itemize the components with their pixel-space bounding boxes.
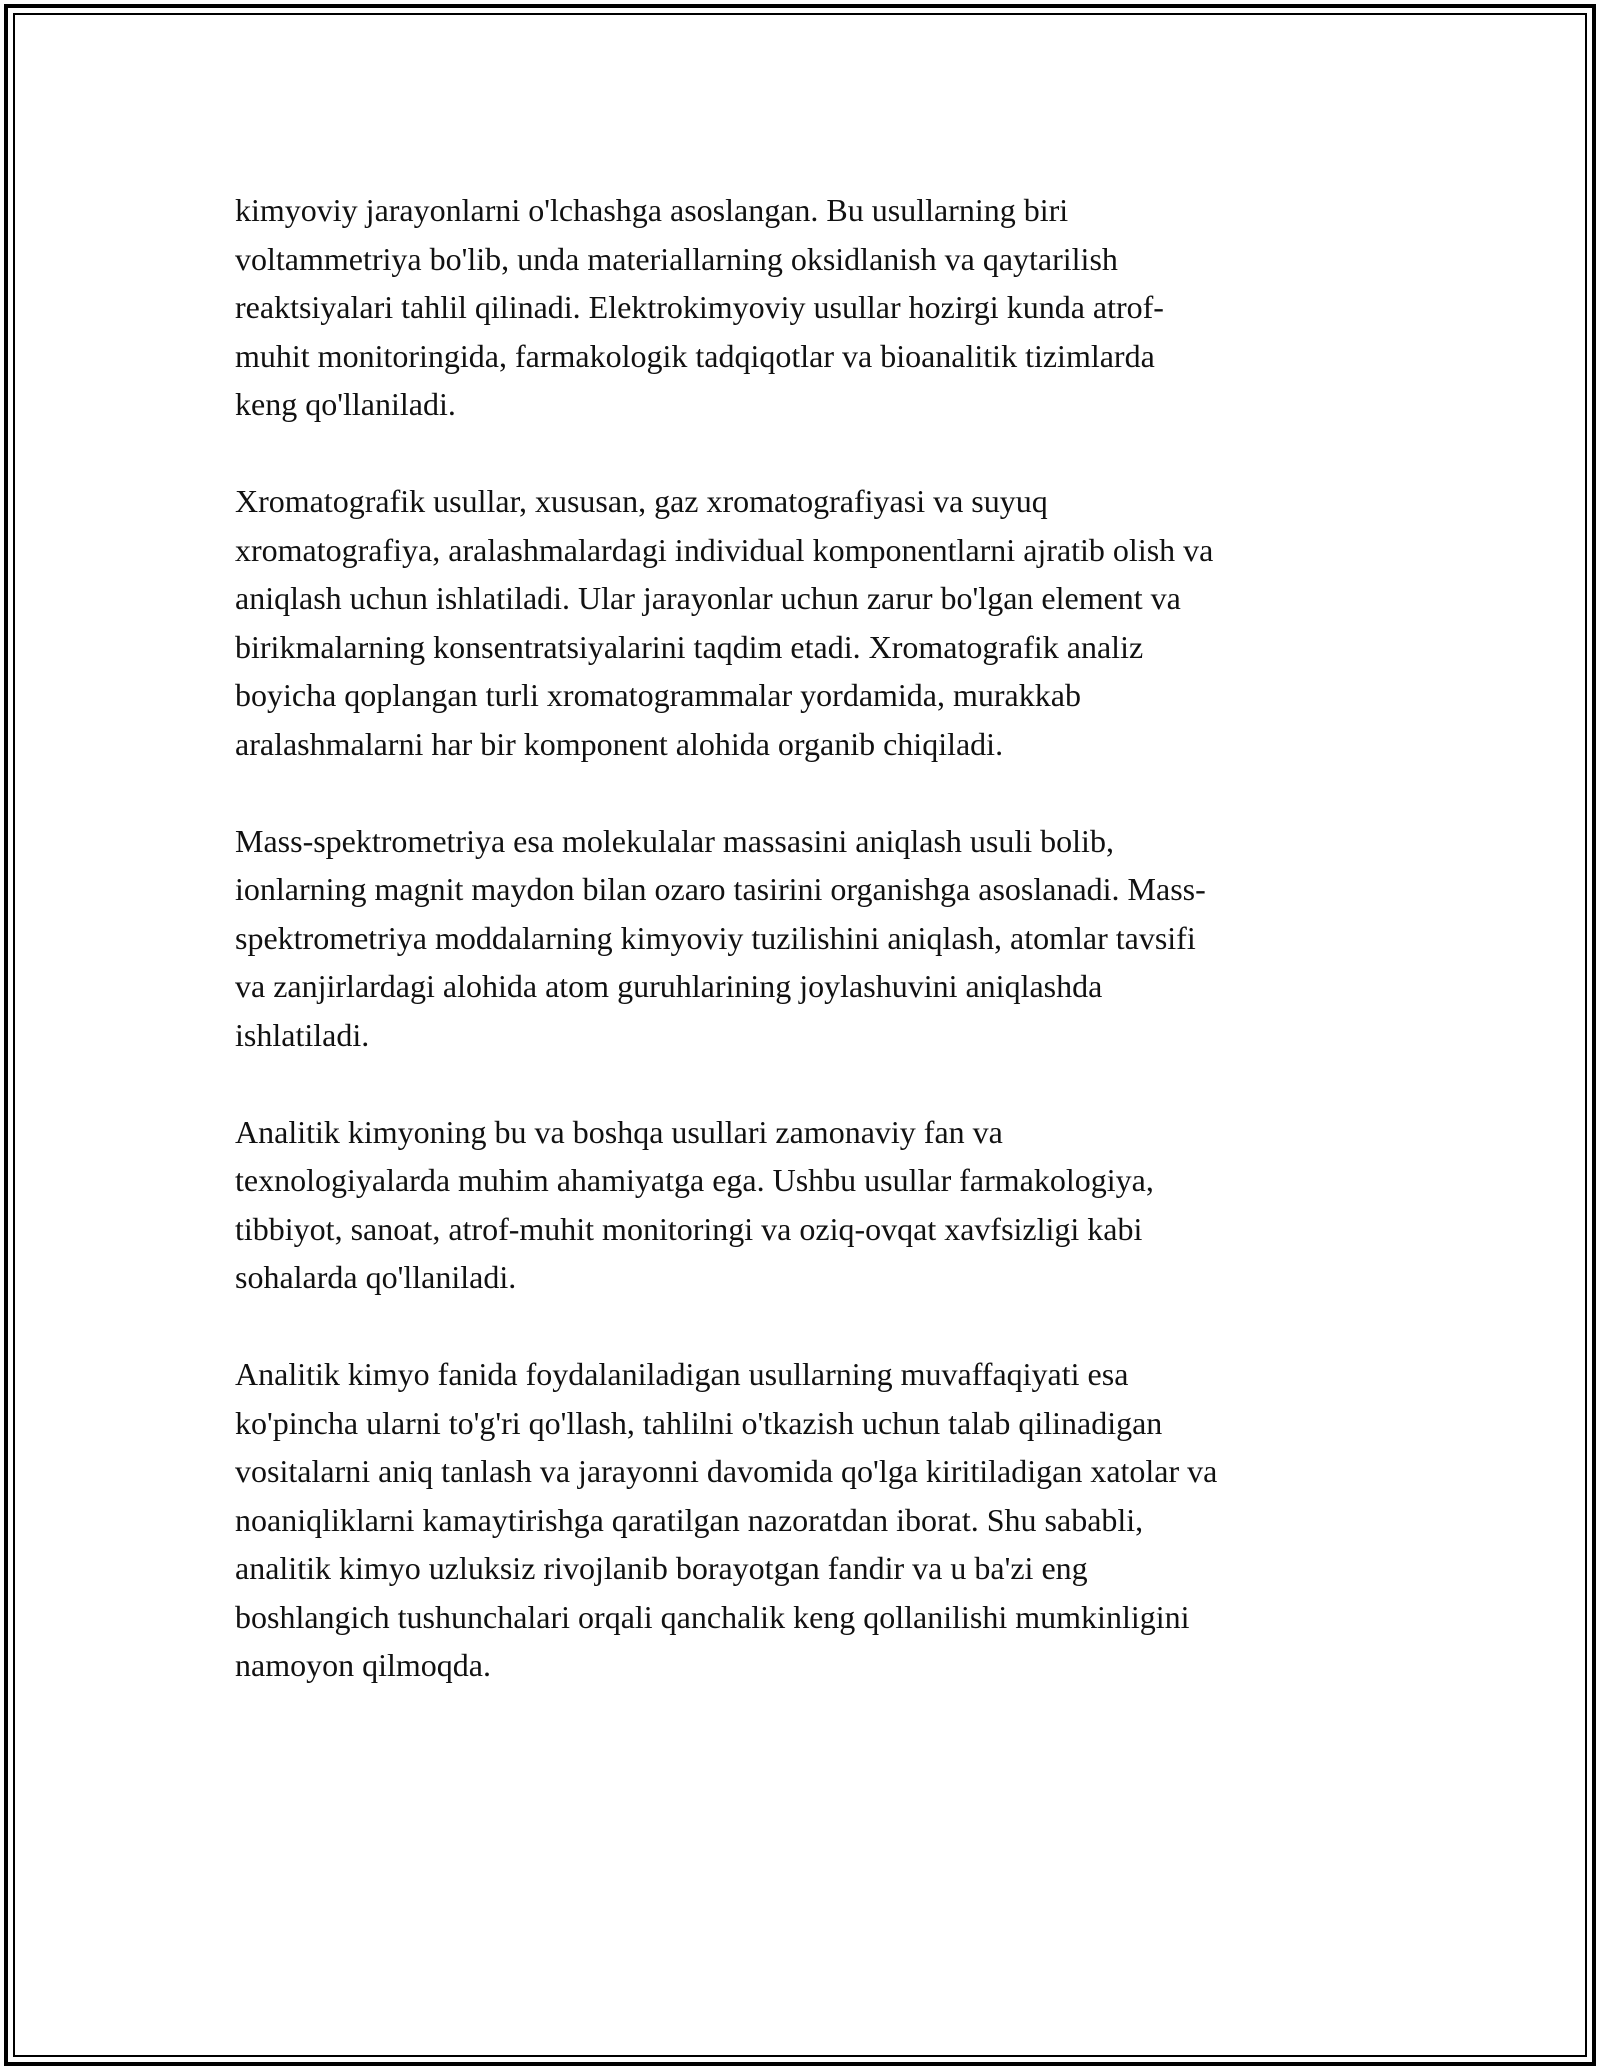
- text-line: ionlarning magnit maydon bilan ozaro tasirini organishga asoslanadi. Mass-: [235, 871, 1206, 907]
- text-line: muhit monitoringida, farmakologik tadqiqotlar va bioanalitik tizimlarda: [235, 337, 1155, 374]
- text-line: boyicha qoplangan turli xromatogrammalar yordamida, murakkab: [235, 677, 1081, 713]
- paragraph-chromatography: [235, 477, 1365, 768]
- text-line: keng qo'llaniladi.: [235, 386, 456, 422]
- text-line: spektrometriya moddalarning kimyoviy tuzilishini aniqlash, atomlar tavsifi: [235, 919, 1196, 956]
- text-line: noaniqliklarni kamaytirishga qaratilgan nazoratdan iborat. Shu sababli,: [235, 1501, 1144, 1538]
- text-line: birikmalarning konsentratsiyalarini taqdim etadi. Xromatografik analiz: [235, 628, 1144, 665]
- text-line: voltammetriya bo'lib, unda materiallarning oksidlanish va qaytarilish: [235, 240, 1118, 277]
- text-line: sohalarda qo'llaniladi.: [235, 1259, 517, 1295]
- paragraph-electrochemistry: [235, 186, 1365, 429]
- document-body: [235, 186, 1365, 1738]
- text-line: ishlatiladi.: [235, 1016, 370, 1053]
- text-line: analitik kimyo uzluksiz rivojlanib borayotgan fandir va u ba'zi eng: [235, 1550, 1088, 1586]
- text-line: Mass-spektrometriya esa molekulalar massasini aniqlash usuli bolib,: [235, 822, 1114, 859]
- text-line: reaktsiyalari tahlil qilinadi. Elektrokimyoviy usullar hozirgi kunda atrof-: [235, 289, 1164, 325]
- paragraph-mass-spectrometry: [235, 817, 1365, 1060]
- text-line: xromatografiya, aralashmalardagi individual komponentlarni ajratib olish va: [235, 531, 1214, 568]
- text-line: Analitik kimyoning bu va boshqa usullari zamonaviy fan va: [235, 1113, 1003, 1150]
- text-line: boshlangich tushunchalari orqali qanchalik keng qollanilishi mumkinligini: [235, 1598, 1190, 1635]
- text-line: vositalarni aniq tanlash va jarayonni davomida qo'lga kiritiladigan xatolar va: [235, 1453, 1218, 1489]
- paragraph-applications: [235, 1108, 1365, 1302]
- text-line: Analitik kimyo fanida foydalaniladigan usullarning muvaffaqiyati esa: [235, 1356, 1129, 1392]
- text-line: tibbiyot, sanoat, atrof-muhit monitoringi va oziq-ovqat xavfsizligi kabi: [235, 1210, 1143, 1247]
- text-line: aralashmalarni har bir komponent alohida organib chiqiladi.: [235, 725, 1004, 762]
- paragraph-conclusion: [235, 1350, 1365, 1690]
- text-line: texnologiyalarda muhim ahamiyatga ega. Ushbu usullar farmakologiya,: [235, 1162, 1154, 1198]
- text-line: va zanjirlardagi alohida atom guruhlarining joylashuvini aniqlashda: [235, 968, 1103, 1004]
- text-line: Xromatografik usullar, xususan, gaz xromatografiyasi va suyuq: [235, 483, 1048, 519]
- text-line: kimyoviy jarayonlarni o'lchashga asoslangan. Bu usullarning biri: [235, 192, 1069, 228]
- text-line: namoyon qilmoqda.: [235, 1647, 491, 1683]
- text-line: aniqlash uchun ishlatiladi. Ular jarayonlar uchun zarur bo'lgan element va: [235, 580, 1181, 616]
- text-line: ko'pincha ularni to'g'ri qo'llash, tahlilni o'tkazish uchun talab qilinadigan: [235, 1404, 1163, 1441]
